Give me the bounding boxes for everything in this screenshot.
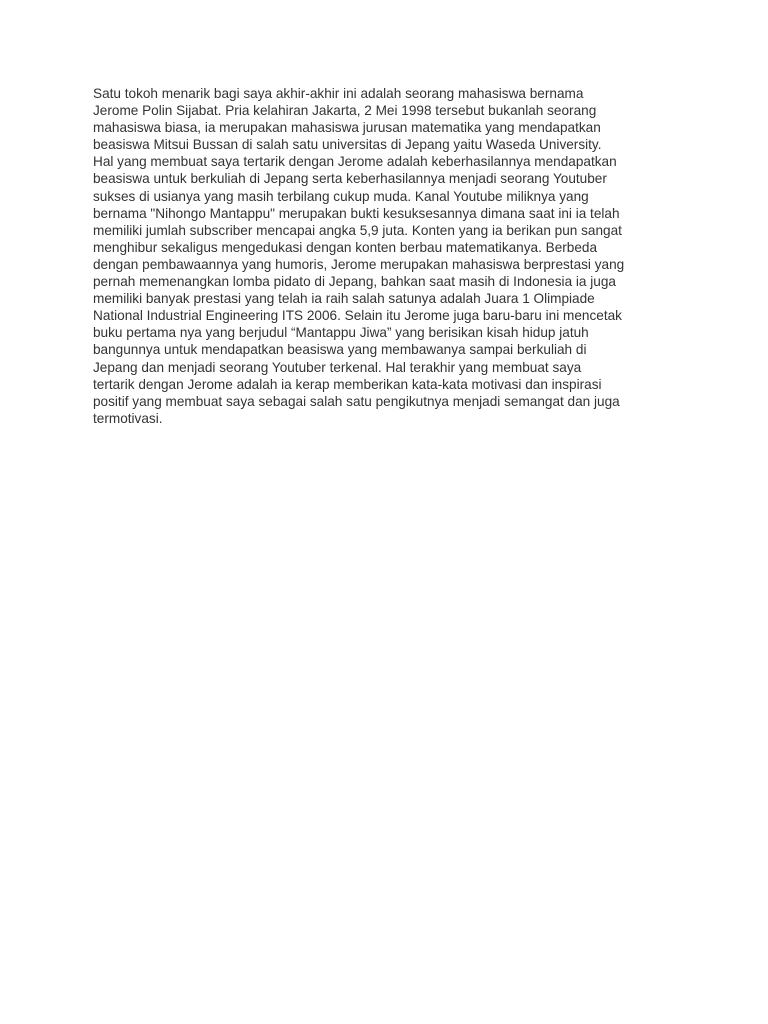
paragraph-line: menghibur sekaligus mengedukasi dengan konten berbau matematikanya. Berbeda: [93, 239, 598, 255]
paragraph-line: beasiswa Mitsui Bussan di salah satu universitas di Jepang yaitu Waseda University.: [93, 137, 602, 153]
paragraph-line: Satu tokoh menarik bagi saya akhir-akhir ini adalah seorang mahasiswa bernama: [93, 86, 584, 101]
paragraph-line: Hal yang membuat saya tertarik dengan Jerome adalah keberhasilannya mendapatkan: [93, 154, 617, 170]
body-paragraph: [93, 85, 678, 427]
paragraph-line: Jepang dan menjadi seorang Youtuber terkenal. Hal terakhir yang membuat saya: [93, 359, 582, 375]
paragraph-line: beasiswa untuk berkuliah di Jepang serta keberhasilannya menjadi seorang Youtuber: [93, 171, 607, 187]
paragraph-line: National Industrial Engineering ITS 2006. Selain itu Jerome juga baru-baru ini mencetak: [93, 308, 622, 324]
paragraph-line: pernah memenangkan lomba pidato di Jepang, bahkan saat masih di Indonesia ia juga: [93, 274, 616, 290]
paragraph-line: sukses di usianya yang masih terbilang cukup muda. Kanal Youtube miliknya yang: [93, 188, 589, 204]
paragraph-line: bangunnya untuk mendapatkan beasiswa yang membawanya sampai berkuliah di: [93, 342, 587, 358]
paragraph-line: positif yang membuat saya sebagai salah satu pengikutnya menjadi semangat dan juga: [93, 393, 620, 409]
paragraph-line: dengan pembawaannya yang humoris, Jerome merupakan mahasiswa berprestasi yang: [93, 256, 625, 272]
paragraph-line: buku pertama nya yang berjudul “Mantappu Jiwa” yang berisikan kisah hidup jatuh: [93, 325, 589, 341]
paragraph-line: termotivasi.: [93, 410, 163, 426]
paragraph-line: bernama "Nihongo Mantappu" merupakan bukti kesuksesannya dimana saat ini ia telah: [93, 205, 620, 221]
paragraph-line: tertarik dengan Jerome adalah ia kerap memberikan kata-kata motivasi dan inspirasi: [93, 376, 602, 392]
paragraph-line: Jerome Polin Sijabat. Pria kelahiran Jakarta, 2 Mei 1998 tersebut bukanlah seorang: [93, 103, 597, 119]
paragraph-line: mahasiswa biasa, ia merupakan mahasiswa jurusan matematika yang mendapatkan: [93, 120, 601, 136]
paragraph-line: memiliki jumlah subscriber mencapai angka 5,9 juta. Konten yang ia berikan pun sangat: [93, 222, 622, 238]
paragraph-line: memiliki banyak prestasi yang telah ia raih salah satunya adalah Juara 1 Olimpiade: [93, 291, 595, 307]
